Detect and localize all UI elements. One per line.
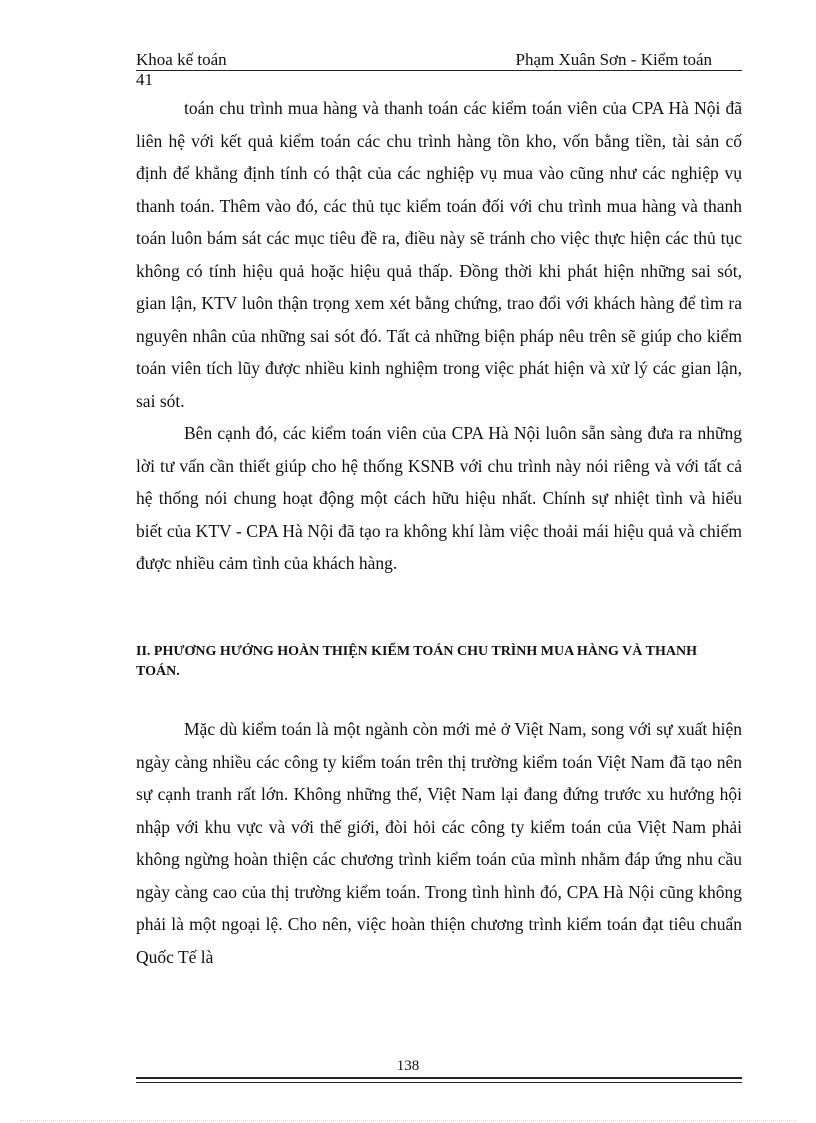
body-section-1 [136,92,742,580]
page-header [136,50,742,72]
header-class-number: 41 [136,70,153,89]
header-rule [136,70,742,71]
page-edge [20,1120,796,1121]
header-author: Phạm Xuân Sơn - Kiểm toán [515,50,712,69]
footer-rule-thin [136,1082,742,1083]
header-department: Khoa kế toán [136,50,227,69]
page-number: 138 [396,1058,420,1074]
paragraph-1: toán chu trình mua hàng và thanh toán các kiểm toán viên của CPA Hà Nội đã liên hệ với kết quả kiểm toán các chu trình hàng tồn kho, vốn bằng tiền, tài sản cố định để khẳng định tính có thật của các nghiệp vụ mua vào cũng như các nghiệp vụ thanh toán. Thêm vào đó, các thủ tục kiểm toán đối với chu trình mua hàng và thanh toán luôn bám sát các mục tiêu đề ra, điều này sẽ tránh cho việc thực hiện các thủ tục không có tính hiệu quả hoặc hiệu quả thấp. Đồng thời khi phát hiện những sai sót, gian lận, KTV luôn thận trọng xem xét bằng chứng, trao đổi với khách hàng để tìm ra nguyên nhân của những sai sót đó. Tất cả những biện pháp nêu trên sẽ giúp cho kiểm toán viên tích lũy được nhiều kinh nghiệm trong việc phát hiện và xử lý các gian lận, sai sót. [136,98,742,411]
section-heading: II. PHƯƠNG HƯỚNG HOÀN THIỆN KIỂM TOÁN CHU TRÌNH MUA HÀNG VÀ THANH TOÁN. [136,644,697,679]
paragraph-2: Bên cạnh đó, các kiểm toán viên của CPA Hà Nội luôn sẵn sàng đưa ra những lời tư vấn cần thiết giúp cho hệ thống KSNB với chu trình này nói riêng và với tất cả hệ thống nói chung hoạt động một cách hữu hiệu nhất. Chính sự nhiệt tình và hiểu biết của KTV - CPA Hà Nội đã tạo ra không khí làm việc thoải mái hiệu quả và chiếm được nhiều cảm tình của khách hàng. [136,423,742,573]
paragraph-3: Mặc dù kiểm toán là một ngành còn mới mẻ ở Việt Nam, song với sự xuất hiện ngày càng nhiều các công ty kiểm toán trên thị trường kiểm toán Việt Nam đã tạo nên sự cạnh tranh rất lớn. Không những thế, Việt Nam lại đang đứng trước xu hướng hội nhập với khu vực và với thế giới, đòi hỏi các công ty kiểm toán của Việt Nam phải không ngừng hoàn thiện các chương trình kiểm toán của mình nhằm đáp ứng nhu cầu ngày càng cao của thị trường kiểm toán. Trong tình hình đó, CPA Hà Nội cũng không phải là một ngoại lệ. Cho nên, việc hoàn thiện chương trình kiểm toán đạt tiêu chuẩn Quốc Tế là [136,719,742,967]
footer-rule [136,1077,742,1079]
body-section-2 [136,713,742,973]
